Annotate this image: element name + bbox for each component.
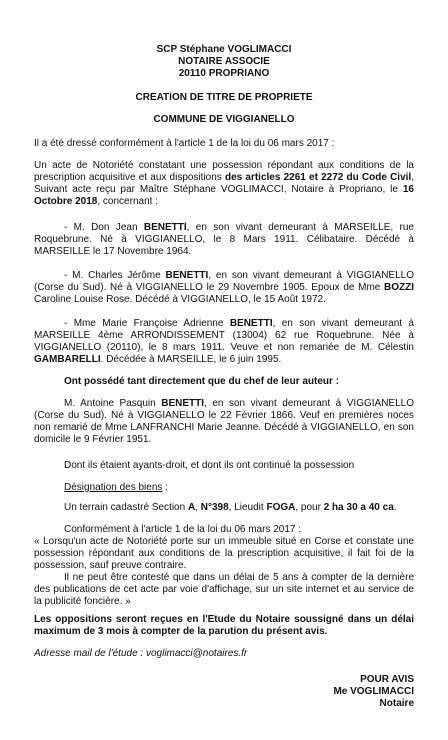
person-3-spouse-name: GAMBARELLI: [34, 354, 101, 365]
person-3-post: . Décédée à MARSEILLE, le 6 juin 1995.: [100, 354, 282, 365]
auteur-paragraph: [34, 398, 414, 446]
office-name: SCP Stéphane VOGLIMACCI: [156, 44, 292, 55]
person-1-name: BENETTI: [143, 222, 187, 233]
person-2-pre: - M. Charles Jérôme: [64, 270, 166, 281]
acte-text-2: , Suivant acte reçu par Maître Stéphane VOGLIMACCI, Notaire à Propriano, le: [34, 172, 414, 195]
designation-heading: [64, 482, 414, 494]
person-2-spouse-name: BOZZI: [384, 282, 414, 293]
terrain-section: A: [187, 502, 196, 513]
notice-title: CREATION DE TITRE DE PROPRIETE: [135, 92, 313, 103]
acte-paragraph: [34, 160, 414, 208]
commune-heading: COMMUNE DE VIGGIANELLO: [153, 114, 295, 125]
acte-text-3: , concernant :: [97, 196, 158, 207]
signature-notary-name: Me VOGLIMACCI: [333, 686, 414, 697]
acte-articles: des articles 2261 et 2272 du Code Civil: [224, 172, 412, 183]
office-address: 20110 PROPRIANO: [178, 68, 270, 79]
designation-colon: :: [162, 482, 168, 493]
ayants-droit-text: Dont ils étaient ayants-droit, et dont ils ont continué la possession: [64, 460, 355, 471]
terrain-text-1: Un terrain cadastré Section: [64, 502, 188, 513]
acte-date: 16 Octobre 2018: [34, 184, 414, 207]
person-1-pre: - M. Don Jean: [64, 222, 144, 233]
signature-notary-title: Notaire: [379, 698, 414, 709]
terrain-number: N°398: [200, 502, 229, 513]
signature-block: [214, 674, 414, 710]
acte-text-1: Un acte de Notoriété constatant une possession répondant aux conditions de la prescription acquisitive et aux dispositions: [34, 160, 414, 183]
person-1: [34, 222, 414, 258]
terrain-surface: 2 ha 30 a 40 ca: [323, 502, 394, 513]
person-3-name: BENETTI: [229, 318, 273, 329]
terrain-description: [64, 502, 414, 514]
intro-text: Il a été dressé conformément à l'article 1 de la loi du 06 mars 2017 :: [34, 138, 335, 149]
designation-label: Désignation des biens: [64, 482, 163, 493]
person-2-name: BENETTI: [165, 270, 209, 281]
quote-paragraph-2: Il ne peut être contesté que dans un délai de 5 ans à compter de la dernière des publications de cet acte par voie d'affichage, sur un site internet et au service de la publicité foncière. »: [34, 572, 414, 607]
terrain-text-4: , pour: [295, 502, 324, 513]
email-line: Adresse mail de l'étude : voglimacci@notaires.fr: [34, 648, 248, 659]
person-3-mid: , en son vivant demeurant à MARSEILLE 4ème ARRONDISSEMENT (13004) 62 rue Roquebrune. Née à VIGGIANELLO (20110), le 8 mars 1911. Veuve et non remariée de M. Célestin: [34, 318, 414, 353]
terrain-text-3: , Lieudit: [228, 502, 267, 513]
person-2: [34, 270, 414, 306]
office-title: NOTAIRE ASSOCIE: [178, 56, 270, 67]
oppositions-notice: Les oppositions seront reçues en l'Etude du Notaire soussigné dans un délai maximum de 3 mois à compter de la parution du présent avis.: [34, 614, 414, 637]
person-2-mid: , en son vivant demeurant à VIGGIANELLO (Corse du Sud). Né à VIGGIANELLO le 29 Novembre 1905. Epoux de Mme: [34, 270, 414, 293]
auteur-name: BENETTI: [161, 398, 205, 409]
terrain-text-2: ,: [195, 502, 201, 513]
person-1-post: , en son vivant demeurant à MARSEILLE, rue Roquebrune. Né à VIGGIANELLO, le 8 Mars 1911. Célibataire. Décédé à MARSEILLE le 17 Novembre 1964.: [34, 222, 414, 257]
auteur-pre: M. Antoine Pasquin: [64, 398, 162, 409]
terrain-text-5: .: [393, 502, 397, 513]
possede-heading: Ont possédé tant directement que du chef de leur auteur :: [64, 376, 340, 387]
conformement-text: Conformément à l'article 1 de la loi du 06 mars 2017 :: [64, 524, 302, 535]
person-3: [34, 318, 414, 366]
person-2-post: Caroline Louise Rose. Décédé à VIGGIANELLO, le 15 Août 1972.: [34, 294, 326, 305]
office-header: [0, 44, 448, 80]
auteur-post: , en son vivant demeurant à VIGGIANELLO (Corse du Sud). Né à VIGGIANELLO le 22 Février 1866. Veuf en premières noces non remarié de Mme LANFRANCHI Marie Jeanne. Décédé à VIGGIANELLO, en son domicile le 9 Février 1951.: [34, 398, 415, 445]
quote-paragraph-1: « Lorsqu'un acte de Notoriété porte sur un immeuble situé en Corse et constate une possession répondant aux conditions de la prescription acquisitive, il fait foi de la possession, sauf preuve contraire.: [34, 536, 414, 571]
person-3-pre: - Mme Marie Françoise Adrienne: [64, 318, 230, 329]
signature-pour-avis: POUR AVIS: [360, 674, 414, 685]
terrain-lieudit: FOGA: [266, 502, 296, 513]
